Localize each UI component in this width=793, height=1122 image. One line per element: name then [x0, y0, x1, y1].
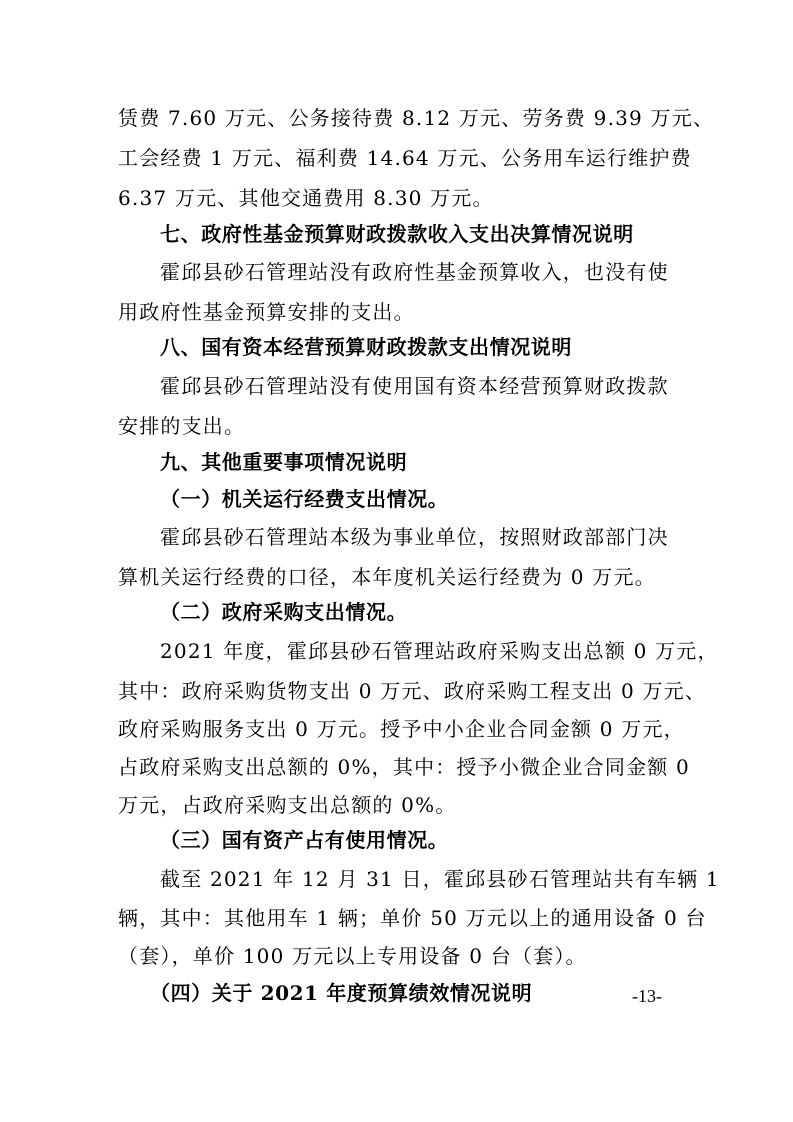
sub-heading-2: （二）政府采购支出情况。	[160, 600, 408, 624]
body-text-line: 占政府采购支出总额的 0%，其中：授予小微企业合同金额 0	[118, 755, 690, 779]
body-text-line: 霍邱县砂石管理站没有政府性基金预算收入，也没有使	[160, 260, 669, 284]
sub-heading-4: （四）关于 2021 年度预算绩效情况说明	[150, 981, 533, 1005]
body-text-line: 其中：政府采购货物支出 0 万元、政府采购工程支出 0 万元、	[118, 679, 707, 703]
body-text-line: 安排的支出。	[118, 414, 246, 438]
body-text-line: 政府采购服务支出 0 万元。授予中小企业合同金额 0 万元，	[118, 717, 685, 741]
page-number: -13-	[632, 986, 662, 1006]
body-text-line: （套），单价 100 万元以上专用设备 0 台（套）。	[118, 944, 587, 968]
body-text-line: 截至 2021 年 12 月 31 日，霍邱县砂石管理站共有车辆 1	[160, 867, 720, 891]
body-text-line: 算机关运行经费的口径，本年度机关运行经费为 0 万元。	[118, 565, 656, 589]
body-text-line: 用政府性基金预算安排的支出。	[118, 300, 415, 324]
body-text-line: 霍邱县砂石管理站本级为事业单位，按照财政部部门决	[160, 525, 669, 549]
body-text-line: 万元，占政府采购支出总额的 0%。	[118, 793, 457, 817]
sub-heading-1: （一）机关运行经费支出情况。	[160, 487, 449, 511]
body-text-line: 2021 年度，霍邱县砂石管理站政府采购支出总额 0 万元，	[160, 639, 719, 663]
section-heading-7: 七、政府性基金预算财政拨款收入支出决算情况说明	[160, 222, 634, 246]
body-text-line: 工会经费 1 万元、福利费 14.64 万元、公务用车运行维护费	[118, 146, 692, 170]
section-heading-8: 八、国有资本经营预算财政拨款支出情况说明	[160, 335, 572, 359]
body-text-line: 赁费 7.60 万元、公务接待费 8.12 万元、劳务费 9.39 万元、	[118, 106, 715, 130]
section-heading-9: 九、其他重要事项情况说明	[160, 450, 408, 474]
body-text-line: 辆，其中：其他用车 1 辆；单价 50 万元以上的通用设备 0 台	[118, 906, 707, 930]
sub-heading-3: （三）国有资产占有使用情况。	[160, 828, 449, 852]
body-text-line: 霍邱县砂石管理站没有使用国有资本经营预算财政拨款	[160, 374, 669, 398]
body-text-line: 6.37 万元、其他交通费用 8.30 万元。	[118, 186, 494, 210]
